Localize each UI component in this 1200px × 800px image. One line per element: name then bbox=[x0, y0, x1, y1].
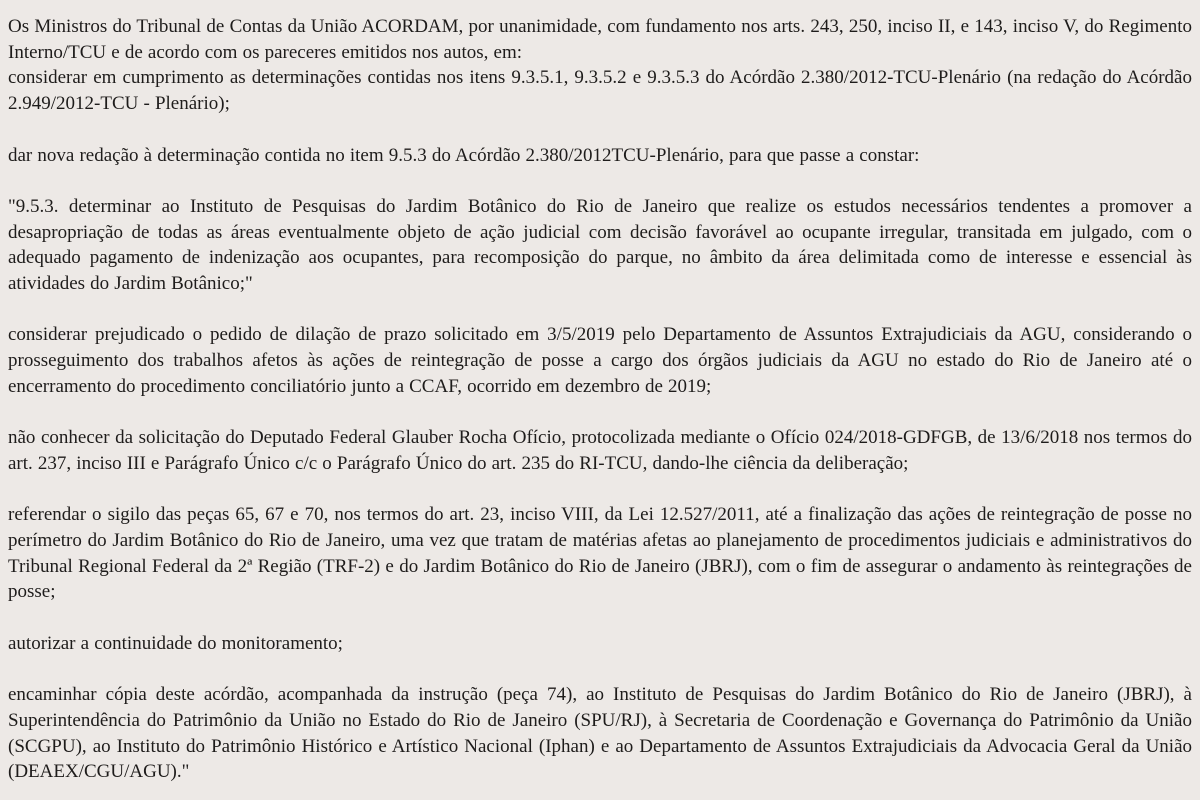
paragraph: encaminhar cópia deste acórdão, acompanhada da instrução (peça 74), ao Instituto de Pesquisas do Jardim Botânico do Rio de Janeiro (JBRJ), à Superintendência do Patrimônio da União no Estado do Rio de Janeiro (SPU/RJ), à Secretaria de Coordenação e Governança do Patrimônio da União (SCGPU), ao Instituto do Patrimônio Histórico e Artístico Nacional (Iphan) e ao Departamento de Assuntos Extrajudiciais da Advocacia Geral da União (DEAEX/CGU/AGU)." bbox=[8, 684, 1192, 783]
blank-line bbox=[8, 297, 1192, 323]
paragraph: Os Ministros do Tribunal de Contas da União ACORDAM, por unanimidade, com fundamento nos arts. 243, 250, inciso II, e 143, inciso V, do Regimento Interno/TCU e de acordo com os pareceres emitidos nos autos, em: bbox=[8, 16, 1192, 63]
paragraph: dar nova redação à determinação contida no item 9.5.3 do Acórdão 2.380/2012TCU-Plenário, para que passe a constar: bbox=[8, 144, 920, 166]
paragraph: considerar em cumprimento as determinações contidas nos itens 9.3.5.1, 9.3.5.2 e 9.3.5.3 do Acórdão 2.380/2012-TCU-Plenário (na redação do Acórdão 2.949/2012-TCU - Plenário); bbox=[8, 67, 1192, 115]
document-body bbox=[8, 14, 1192, 785]
blank-line bbox=[8, 400, 1192, 426]
blank-line bbox=[8, 477, 1192, 503]
paragraph: "9.5.3. determinar ao Instituto de Pesquisas do Jardim Botânico do Rio de Janeiro que realize os estudos necessários tendentes a promover a desapropriação de todas as áreas eventualmente objeto de ação judicial com decisão favorável ao ocupante irregular, transitada em julgado, com o adequado pagamento de indenização aos ocupantes, para recomposição do parque, no âmbito da área delimitada como de interesse e essencial às atividades do Jardim Botânico;" bbox=[8, 195, 1192, 294]
paragraph: autorizar a continuidade do monitoramento; bbox=[8, 632, 343, 654]
blank-line bbox=[8, 168, 1192, 194]
paragraph: considerar prejudicado o pedido de dilação de prazo solicitado em 3/5/2019 pelo Departamento de Assuntos Extrajudiciais da AGU, considerando o prosseguimento dos trabalhos afetos às ações de reintegração de posse a cargo dos órgãos judiciais da AGU no estado do Rio de Janeiro até o encerramento do procedimento conciliatório junto a CCAF, ocorrido em dezembro de 2019; bbox=[8, 324, 1192, 397]
paragraph: não conhecer da solicitação do Deputado Federal Glauber Rocha Ofício, protocolizada mediante o Ofício 024/2018-GDFGB, de 13/6/2018 nos termos do art. 237, inciso III e Parágrafo Único c/c o Parágrafo Único do art. 235 do RI-TCU, dando-lhe ciência da deliberação; bbox=[8, 427, 1192, 474]
blank-line bbox=[8, 117, 1192, 143]
paragraph: referendar o sigilo das peças 65, 67 e 70, nos termos do art. 23, inciso VIII, da Lei 12.527/2011, até a finalização das ações de reintegração de posse no perímetro do Jardim Botânico do Rio de Janeiro, uma vez que tratam de matérias afetas ao planejamento de procedimentos judiciais e administrativos do Tribunal Regional Federal da 2ª Região (TRF-2) e do Jardim Botânico do Rio de Janeiro (JBRJ), com o fim de assegurar o andamento às reintegrações de posse; bbox=[8, 504, 1192, 603]
blank-line bbox=[8, 605, 1192, 631]
blank-line bbox=[8, 656, 1192, 682]
